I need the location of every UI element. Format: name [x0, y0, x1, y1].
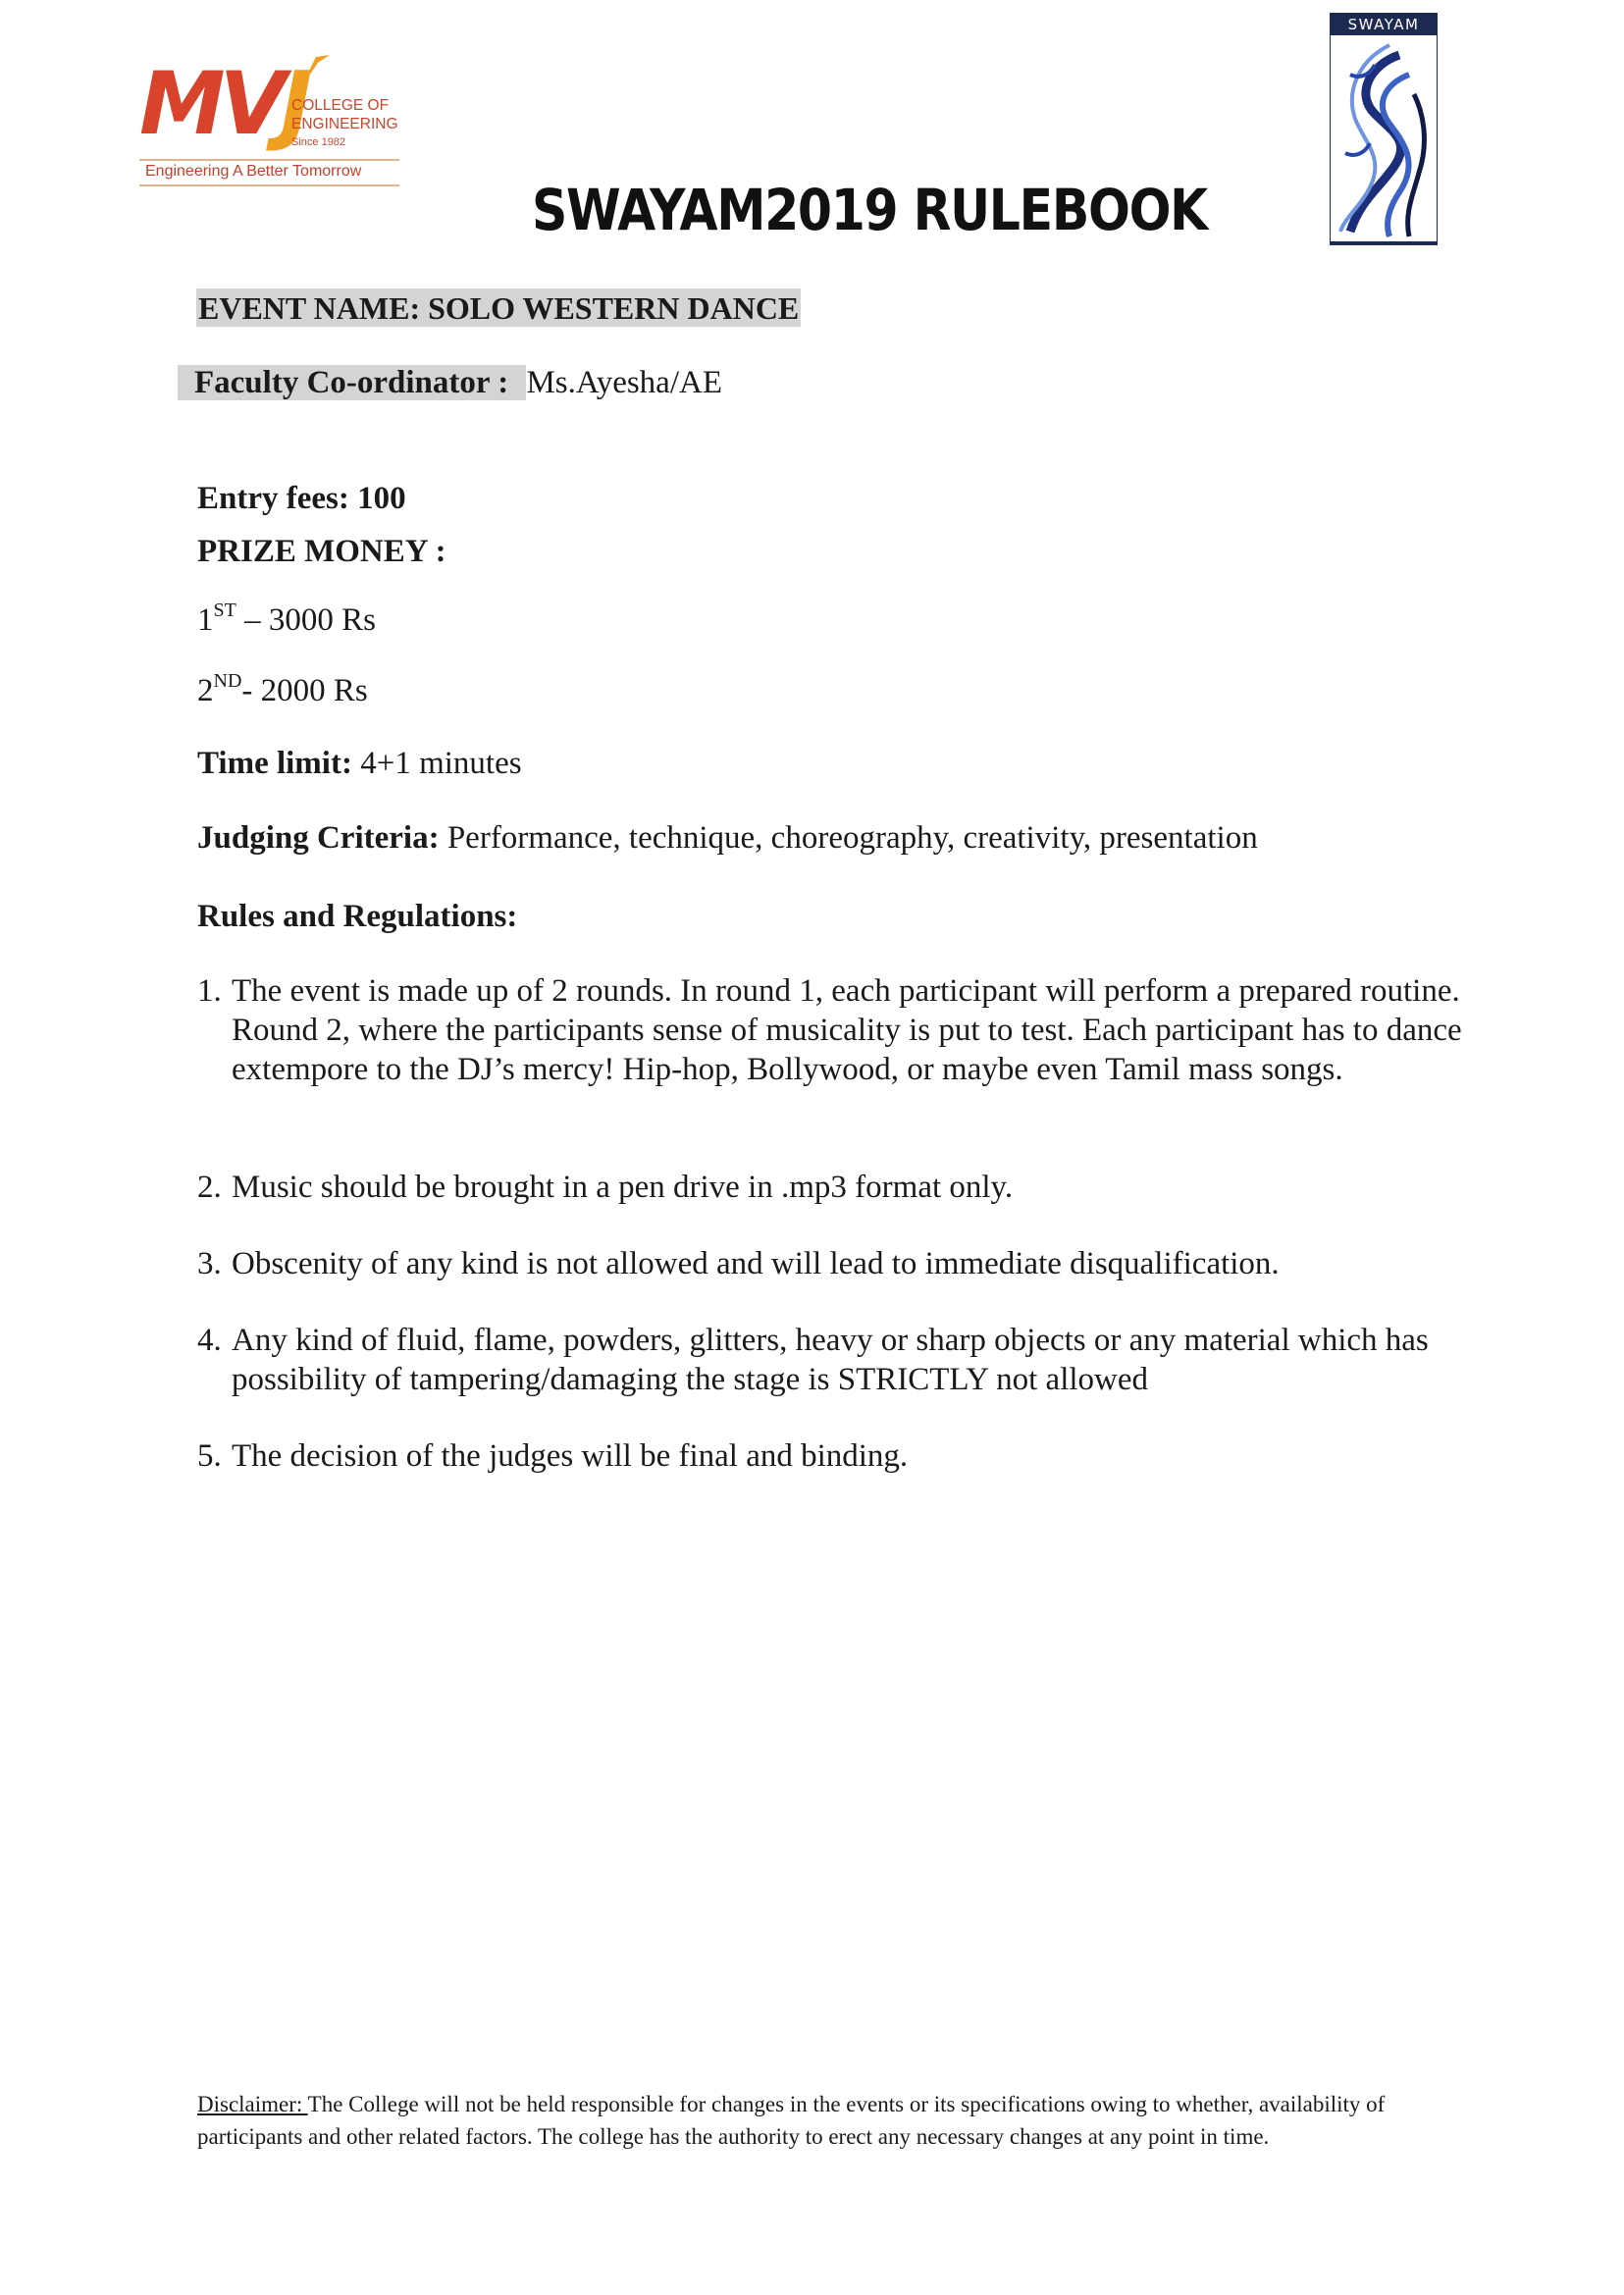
rule-item-1 — [197, 971, 1463, 1089]
judging-criteria-label: Judging Criteria: — [197, 820, 440, 856]
logo-since: Since 1982 — [291, 136, 346, 148]
disclaimer-text: The College will not be held responsible for changes in the events or its specifications owing to whether, availability of participants and other related factors. The college has the authority to erect any necessary changes at any point in time. — [197, 2092, 1386, 2149]
first-prize-num: 1 — [197, 602, 214, 638]
disclaimer — [197, 2088, 1443, 2153]
first-prize — [197, 600, 376, 640]
rule-number: 2. — [197, 1170, 222, 1205]
disclaimer-label: Disclaimer: — [197, 2092, 308, 2116]
coordinator-label: Faculty Co-ordinator — [194, 365, 490, 400]
judging-criteria-value: Performance, technique, choreography, creativity, presentation — [439, 820, 1258, 856]
phoenix-icon — [1331, 35, 1437, 241]
second-prize — [197, 671, 368, 710]
page-title: SWAYAM2019 RULEBOOK — [532, 177, 1207, 243]
coordinator-label-highlight — [178, 365, 526, 400]
rule-text: The decision of the judges will be final and binding. — [232, 1438, 909, 1474]
second-prize-amount: - 2000 Rs — [241, 673, 368, 708]
logo-line2: ENGINEERING — [291, 116, 398, 132]
rule-text: Obscenity of any kind is not allowed and will lead to immediate disqualification. — [232, 1246, 1280, 1281]
event-name: EVENT NAME: SOLO WESTERN DANCE — [198, 290, 800, 326]
rule-text: Music should be brought in a pen drive in .mp3 format only. — [232, 1170, 1014, 1205]
rule-number: 5. — [197, 1438, 222, 1474]
rule-number: 3. — [197, 1246, 222, 1281]
coordinator-separator: : — [489, 365, 517, 400]
swayam-logo-base — [1330, 242, 1438, 245]
rule-item-3 — [197, 1244, 1463, 1283]
swayam-logo-frame — [1330, 13, 1438, 242]
rule-item-5 — [197, 1436, 1463, 1476]
rule-item-2 — [197, 1168, 1463, 1207]
logo-side-text — [291, 96, 398, 152]
logo-letters: MVJ — [139, 53, 307, 154]
entry-fees: Entry fees: 100 — [197, 481, 406, 516]
swayam-logo-label: SWAYAM — [1331, 14, 1437, 35]
rule-number: 4. — [197, 1323, 222, 1358]
first-prize-suffix: ST — [213, 600, 236, 621]
logo-tagline: Engineering A Better Tomorrow — [145, 163, 362, 180]
logo-divider-bottom — [139, 184, 399, 186]
logo-line1: COLLEGE OF — [291, 97, 390, 114]
rule-item-4 — [197, 1321, 1463, 1399]
second-prize-suffix: ND — [213, 670, 242, 692]
first-prize-amount: – 3000 Rs — [236, 602, 376, 638]
rule-number: 1. — [197, 973, 222, 1009]
rule-text: The event is made up of 2 rounds. In round 1, each participant will perform a prepared routine. Round 2, where the participants sense of musicality is put to test. Each participant has to dance extempore to the DJ’s mercy! Hip-hop, Bollywood, or maybe even Tamil mass songs. — [232, 973, 1462, 1087]
swayam-logo — [1330, 13, 1438, 246]
time-limit-label: Time limit: — [197, 746, 352, 781]
prize-money-heading: PRIZE MONEY : — [197, 534, 446, 569]
logo-letter-j: J — [280, 53, 307, 154]
rule-text: Any kind of fluid, flame, powders, glitters, heavy or sharp objects or any material which has possibility of tampering/damaging the stage is STRICTLY not allowed — [232, 1323, 1429, 1397]
faculty-coordinator — [178, 363, 722, 402]
time-limit — [197, 744, 522, 783]
logo-swoosh-icon — [296, 53, 336, 92]
judging-criteria — [197, 818, 1258, 858]
second-prize-num: 2 — [197, 673, 214, 708]
rules-heading: Rules and Regulations: — [197, 899, 518, 934]
college-logo — [139, 53, 399, 188]
time-limit-value: 4+1 minutes — [351, 746, 522, 781]
coordinator-value: Ms.Ayesha/AE — [526, 365, 722, 400]
logo-divider — [139, 159, 399, 161]
